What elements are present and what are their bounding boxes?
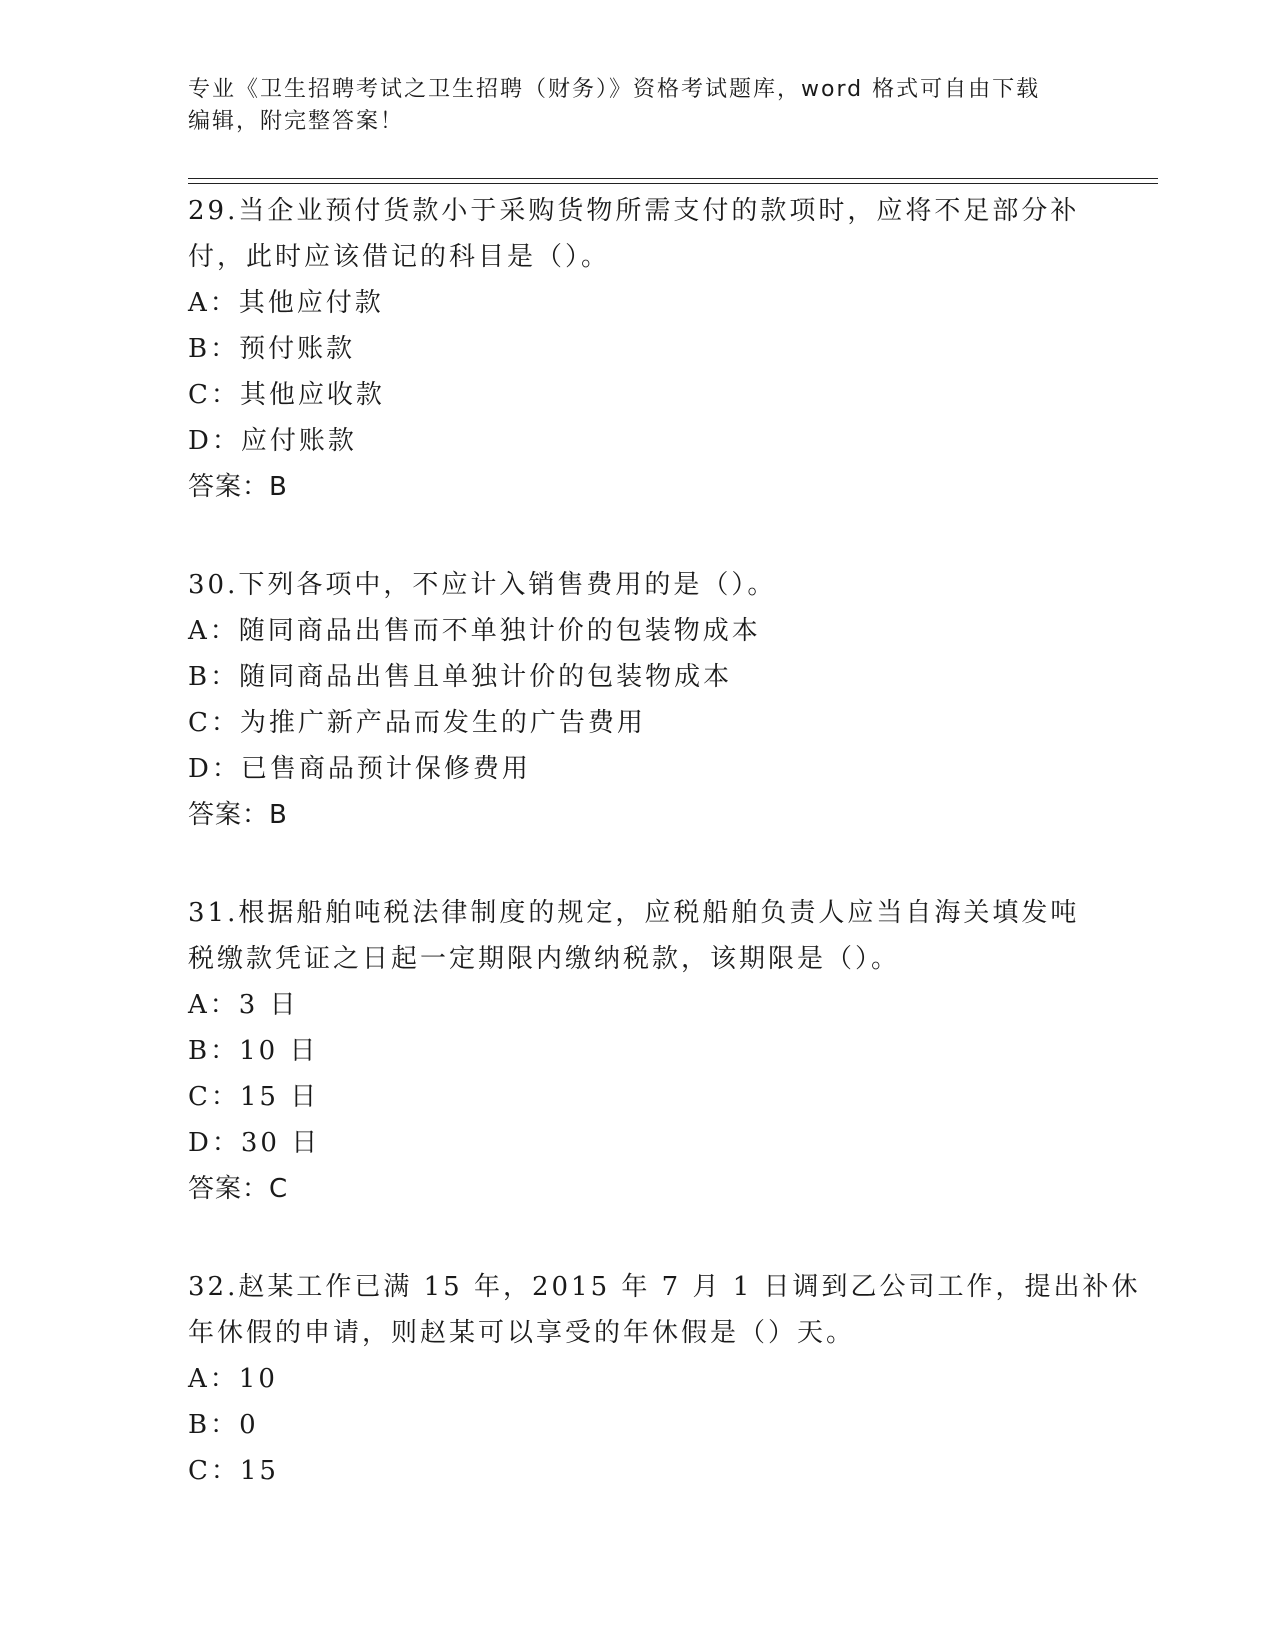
question-stem-line: 31.根据船舶吨税法律制度的规定，应税船舶负责人应当自海关填发吨 [188,898,1080,928]
question-stem-line: 年休假的申请，则赵某可以享受的年休假是（）天。 [188,1318,856,1348]
option-b: B：10 日 [188,1036,319,1066]
option-a: A：其他应付款 [188,288,384,318]
option-a: A：随同商品出售而不单独计价的包装物成本 [188,616,761,646]
option-b: B：随同商品出售且单独计价的包装物成本 [188,662,733,692]
question-stem-line: 税缴款凭证之日起一定期限内缴纳税款，该期限是（）。 [188,944,901,974]
option-c: C：其他应收款 [188,380,385,410]
answer-label: 答案：C [188,1174,289,1204]
question-stem-line: 32.赵某工作已满 15 年，2015 年 7 月 1 日调到乙公司工作，提出补休 [188,1272,1141,1302]
header-divider-top [188,178,1158,179]
question-31 [188,890,1088,1212]
header-line-1: 专业《卫生招聘考试之卫生招聘（财务）》资格考试题库，word 格式可自由下载 [188,77,1041,102]
question-stem-line: 付，此时应该借记的科目是（）。 [188,242,611,272]
answer-label: 答案：B [188,472,288,502]
option-c: C：15 日 [188,1082,320,1112]
question-29 [188,188,1088,510]
option-c: C：15 [188,1456,279,1486]
option-a: A：3 日 [188,990,299,1020]
option-d: D：已售商品预计保修费用 [188,754,531,784]
header-divider-bottom [188,183,1158,184]
option-b: B：预付账款 [188,334,356,364]
question-32 [188,1264,1141,1494]
option-c: C：为推广新产品而发生的广告费用 [188,708,646,738]
option-a: A：10 [188,1364,278,1394]
option-d: D：30 日 [188,1128,321,1158]
question-list [188,188,1141,1546]
header-line-2: 编辑，附完整答案！ [188,109,405,134]
option-b: B：0 [188,1410,259,1440]
question-stem-line: 30.下列各项中，不应计入销售费用的是（）。 [188,570,777,600]
document-header [188,74,1088,138]
option-d: D：应付账款 [188,426,357,456]
question-30 [188,562,1088,838]
question-stem-line: 29.当企业预付货款小于采购货物所需支付的款项时，应将不足部分补 [188,196,1080,226]
answer-label: 答案：B [188,800,288,830]
